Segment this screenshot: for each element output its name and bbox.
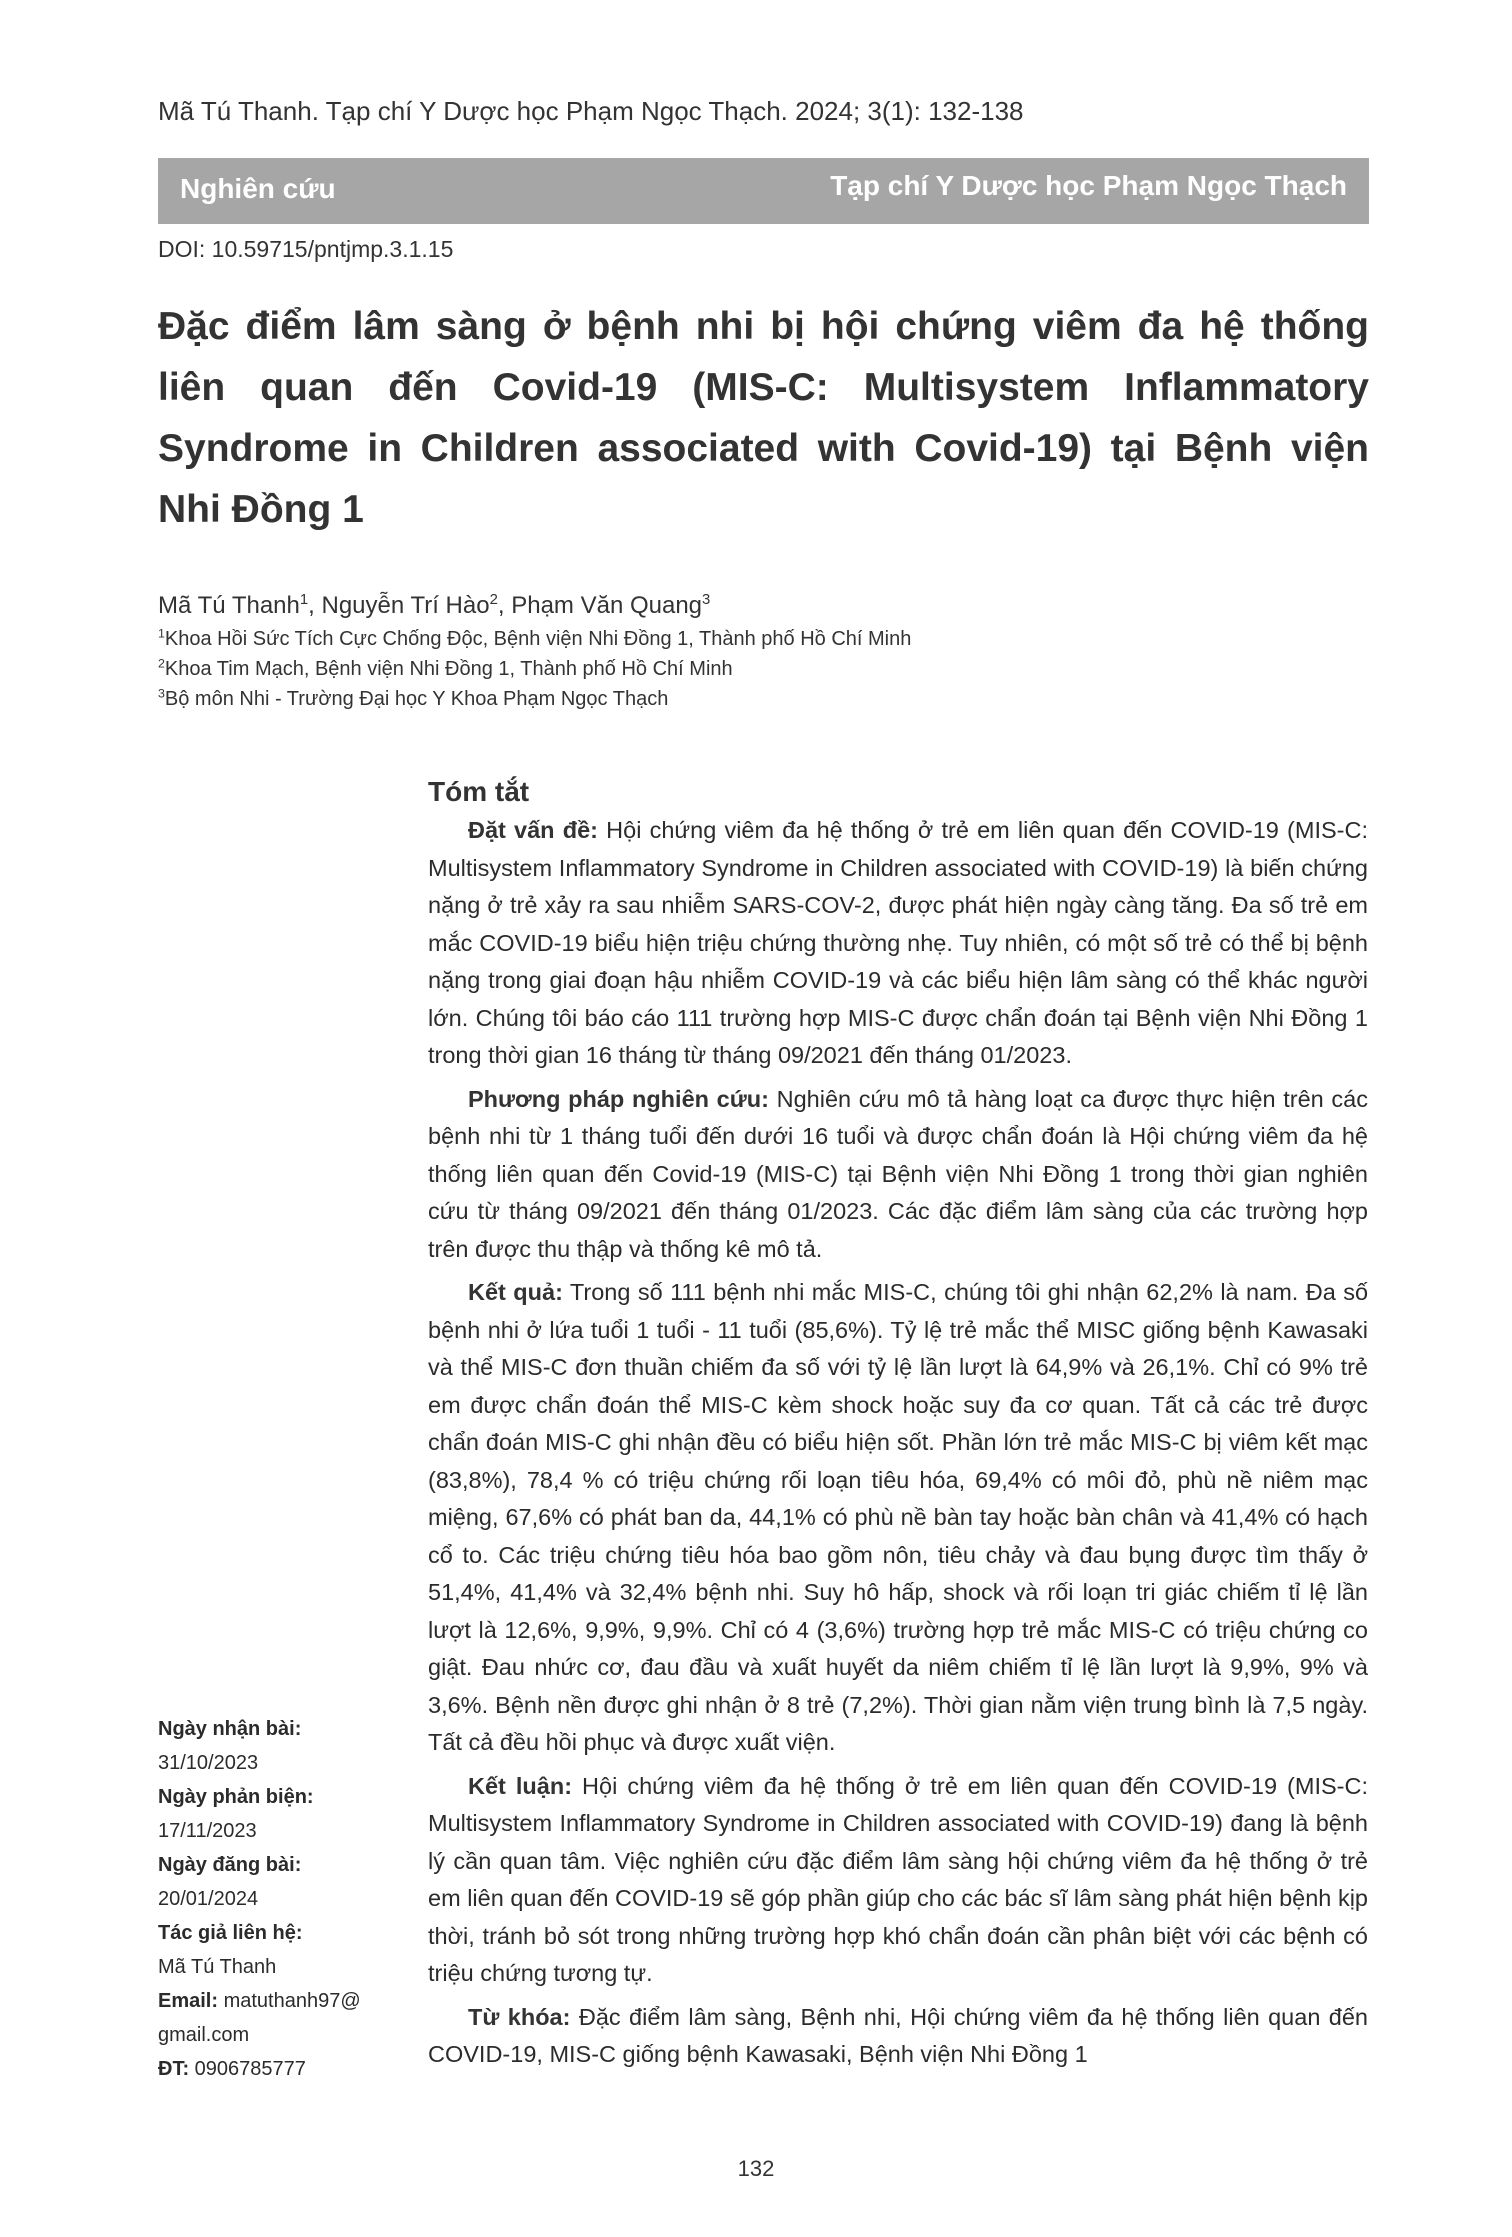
phone-line — [158, 2052, 408, 2086]
affiliation-mark: 2 — [158, 656, 165, 671]
doi: DOI: 10.59715/pntjmp.3.1.15 — [158, 236, 454, 262]
section-label: Kết luận: — [468, 1772, 573, 1799]
affiliation-mark: 3 — [158, 686, 165, 701]
affiliation-text: Khoa Tim Mạch, Bệnh viện Nhi Đồng 1, Thành phố Hồ Chí Minh — [164, 658, 733, 680]
section-label: Từ khóa: — [468, 2003, 571, 2030]
received-date: 31/10/2023 — [158, 1752, 259, 1774]
abstract-conclusion — [428, 1768, 1368, 1993]
author-list — [158, 592, 710, 620]
received-label: Ngày nhận bài: — [158, 1718, 302, 1740]
author-separator: , — [497, 592, 512, 619]
published-date: 20/01/2024 — [158, 1888, 259, 1910]
affiliation-mark: 1 — [158, 626, 165, 641]
corresponding-author-label: Tác giả liên hệ: — [158, 1922, 303, 1944]
email-line — [158, 1984, 408, 2018]
affiliation — [158, 688, 668, 711]
affiliation — [158, 658, 733, 681]
section-text: Trong số 111 bệnh nhi mắc MIS-C, chúng tôi ghi nhận 62,2% là nam. Đa số bệnh nhi ở lứa tuổi 1 tuổi - 11 tuổi (85,6%). Tỷ lệ trẻ mắc thể MISC giống bệnh Kawasaki và thể MIS-C đơn thuần chiếm đa số với tỷ lệ lần lượt là 64,9% và 26,1%. Chỉ có 9% trẻ em được chẩn đoán thể MIS-C kèm shock hoặc suy đa cơ quan. Tất cả các trẻ được chẩn đoán MIS-C ghi nhận đều có biểu hiện sốt. Phần lớn trẻ mắc MIS-C bị viêm kết mạc (83,8%), 78,4 % có triệu chứng rối loạn tiêu hóa, 69,4% có môi đỏ, phù nề niêm mạc miệng, 67,6% có phát ban da, 44,1% có phù nề bàn tay hoặc bàn chân và 41,4% có hạch cổ to. Các triệu chứng tiêu hóa bao gồm nôn, tiêu chảy và đau bụng được tìm thấy ở 51,4%, 41,4% và 32,4% bệnh nhi. Suy hô hấp, shock và rối loạn tri giác chiếm tỉ lệ lần lượt là 12,6%, 9,9%, 9,9%. Chỉ có 4 (3,6%) trường hợp trẻ mắc MIS-C có triệu chứng co giật. Đau nhức cơ, đau đầu và xuất huyết da niêm chiếm tỉ lệ lần lượt là 9,9%, 9% và 3,6%. Bệnh nền được ghi nhận ở 8 trẻ (7,2%). Thời gian nằm viện trung bình là 7,5 ngày. Tất cả đều hồi phục và được xuất viện. — [428, 1279, 1369, 1755]
journal-citation: Mã Tú Thanh. Tạp chí Y Dược học Phạm Ngọc Thạch. 2024; 3(1): 132-138 — [158, 96, 1024, 126]
section-text: Nghiên cứu mô tả hàng loạt ca được thực hiện trên các bệnh nhi từ 1 tháng tuổi đến dưới 16 tuổi và được chẩn đoán là Hội chứng viêm đa hệ thống liên quan đến Covid-19 (MIS-C) tại Bệnh viện Nhi Đồng 1 trong thời gian nghiên cứu từ tháng 09/2021 đến tháng 01/2023. Các đặc điểm lâm sàng của các trường hợp trên được thu thập và thống kê mô tả. — [428, 1085, 1369, 1262]
author-affiliation-mark: 1 — [299, 592, 309, 608]
section-text: Hội chứng viêm đa hệ thống ở trẻ em liên quan đến COVID-19 (MIS-C: Multisystem Inflammatory Syndrome in Children associated with COVID-19) đang là bệnh lý cần quan tâm. Việc nghiên cứu đặc điểm lâm sàng hội chứng viêm đa hệ thống ở trẻ em liên quan đến COVID-19 sẽ góp phần giúp cho các bác sĩ lâm sàng phát hiện bệnh kịp thời, tránh bỏ sót trong những trường hợp khó chẩn đoán cần phân biệt với các bệnh có triệu chứng tương tự. — [428, 1772, 1368, 1986]
author-name: Phạm Văn Quang — [511, 592, 703, 619]
phone-label: ĐT: — [158, 2058, 190, 2080]
author-separator: , — [308, 592, 322, 619]
published-label: Ngày đăng bài: — [158, 1854, 302, 1876]
abstract — [428, 776, 1368, 2080]
section-label: Phương pháp nghiên cứu: — [468, 1085, 769, 1112]
author-affiliation-mark: 2 — [489, 592, 498, 608]
section-label: Kết quả: — [468, 1279, 563, 1305]
reviewed-date: 17/11/2023 — [158, 1820, 257, 1842]
abstract-results — [428, 1274, 1368, 1762]
email-label: Email: — [158, 1990, 219, 2012]
abstract-heading: Tóm tắt — [428, 776, 530, 807]
article-title: Đặc điểm lâm sàng ở bệnh nhi bị hội chứng viêm đa hệ thống liên quan đến Covid-19 (MIS-C: Multisystem Inflammatory Syndrome in Children associated with Covid-19) tại Bệnh viện Nhi Đồng 1 — [158, 305, 1369, 531]
section-text: Đặc điểm lâm sàng, Bệnh nhi, Hội chứng viêm đa hệ thống liên quan đến COVID-19, MIS-C giống bệnh Kawasaki, Bệnh viện Nhi Đồng 1 — [428, 2003, 1369, 2067]
author-affiliation-mark: 3 — [702, 592, 711, 608]
article-type-label: Nghiên cứu — [180, 173, 336, 204]
author-name: Mã Tú Thanh — [158, 592, 300, 619]
email-value-continued: gmail.com — [158, 2024, 250, 2046]
article-info-sidebar — [158, 1712, 408, 2086]
page-number: 132 — [737, 2156, 775, 2181]
abstract-keywords — [428, 1999, 1368, 2074]
affiliation — [158, 628, 911, 651]
affiliation-text: Bộ môn Nhi - Trường Đại học Y Khoa Phạm Ngọc Thạch — [164, 688, 669, 710]
abstract-methods — [428, 1081, 1368, 1269]
section-text: Hội chứng viêm đa hệ thống ở trẻ em liên quan đến COVID-19 (MIS-C: Multisystem Inflammatory Syndrome in Children associated with COVID-19) là biến chứng nặng ở trẻ xảy ra sau nhiễm SARS-COV-2, được phát hiện ngày càng tăng. Đa số trẻ em mắc COVID-19 biểu hiện triệu chứng thường nhẹ. Tuy nhiên, có một số trẻ có thể bị bệnh nặng trong giai đoạn hậu nhiễm COVID-19 và các biểu hiện lâm sàng có thể khác người lớn. Chúng tôi báo cáo 111 trường hợp MIS-C được chẩn đoán tại Bệnh viện Nhi Đồng 1 trong thời gian 16 tháng từ tháng 09/2021 đến tháng 01/2023. — [428, 817, 1368, 1068]
email-value: matuthanh97@ — [218, 1990, 361, 2012]
phone-value: 0906785777 — [189, 2058, 306, 2080]
section-band — [158, 158, 1369, 224]
reviewed-label: Ngày phản biện: — [158, 1786, 314, 1808]
corresponding-author-name: Mã Tú Thanh — [158, 1956, 277, 1978]
journal-name: Tạp chí Y Dược học Phạm Ngọc Thạch — [830, 170, 1347, 201]
section-label: Đặt vấn đề: — [468, 817, 598, 843]
affiliation-text: Khoa Hồi Sức Tích Cực Chống Độc, Bệnh viện Nhi Đồng 1, Thành phố Hồ Chí Minh — [164, 628, 912, 650]
author-name: Nguyễn Trí Hào — [321, 592, 490, 619]
abstract-background — [428, 812, 1368, 1075]
